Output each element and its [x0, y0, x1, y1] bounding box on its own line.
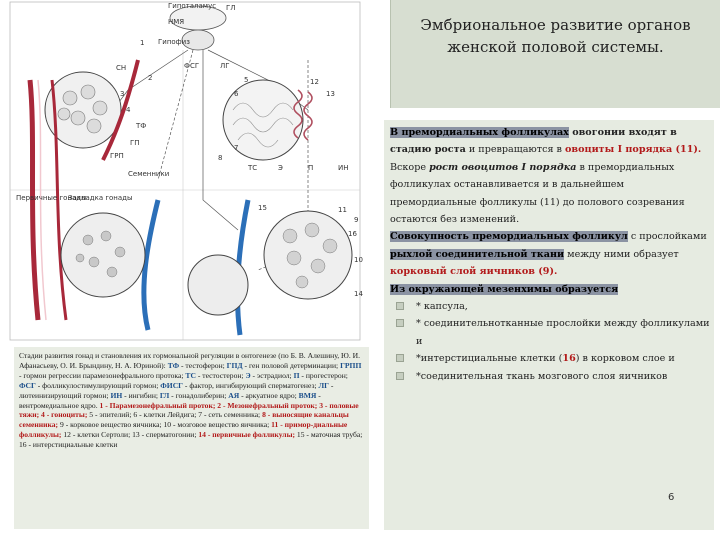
body-text-box: [384, 120, 714, 530]
label-n5: 5: [244, 76, 249, 84]
bullet-1-text: * капсула,: [416, 301, 468, 313]
p2-highlight: Совокупность премордиальных фолликул: [390, 231, 628, 243]
label-ih: ИН: [338, 164, 349, 172]
caption-fsg-abbr: ФСГ: [19, 380, 36, 390]
caption-grpp-text: - гормон регрессии парамезонефрального протока;: [19, 370, 186, 380]
p2-text-a: с прослойками: [627, 231, 707, 243]
caption-item-2: 2 - Мезонефральный проток;: [217, 400, 318, 410]
caption-vmya-text: - вентромедиальное ядро.: [19, 390, 321, 410]
label-n7: 7: [234, 144, 239, 152]
caption-tc-abbr: ТС: [185, 370, 196, 380]
body-text: [390, 124, 712, 385]
label-n12: 12: [310, 78, 319, 86]
label-n1: 1: [140, 39, 145, 47]
bullet-square-icon: [396, 372, 404, 380]
caption-e-abbr: Э: [245, 370, 251, 380]
caption-gpd-text: - ген половой детерминации;: [242, 360, 341, 370]
caption-item-4: 4 - гоноциты;: [39, 410, 88, 420]
caption-item-8: 8 - выносящие канальцы семенника;: [19, 410, 349, 430]
paragraph-1: [390, 124, 712, 228]
p1-text-b: и превращаются в: [465, 144, 566, 156]
label-primary-gonads: Первичные гонады: [16, 194, 87, 202]
p1-emphasis: рост овоцитов I порядка: [429, 161, 577, 173]
caption-ay-text: - аркуатное ядро;: [239, 390, 297, 400]
label-n4: 4: [126, 106, 131, 114]
caption-grpp-abbr: ГРПП: [340, 360, 362, 370]
label-gp: ГП: [130, 139, 140, 147]
label-n6: 6: [234, 90, 239, 98]
label-n14: 14: [354, 290, 363, 298]
title-box: [390, 0, 720, 108]
caption-vmya-abbr: ВМЯ: [298, 390, 317, 400]
bullet-square-icon: [396, 302, 404, 310]
label-p: П: [308, 164, 314, 172]
caption-in-abbr: ИН: [110, 390, 123, 400]
label-n16: 16: [348, 230, 357, 238]
caption-tc-text: - тестостерон;: [195, 370, 246, 380]
caption-gpd-abbr: ГПД: [226, 360, 243, 370]
p1-bold: овогонии входят в стадию роста: [390, 127, 677, 156]
label-seminal: Семенники: [128, 170, 170, 178]
label-gonad-anlage: Закладка гонады: [68, 194, 133, 202]
label-e: Э: [278, 164, 283, 172]
caption-item-11: 11 - примор-диальные фолликулы;: [19, 420, 348, 440]
label-lg: ЛГ: [220, 62, 230, 70]
gonad-development-figure: [8, 0, 366, 345]
p1-red: овоциты I порядка (11).: [565, 144, 702, 156]
label-gl: ГЛ: [226, 4, 236, 12]
label-fsg: ФСГ: [184, 62, 200, 70]
bullet-2-text: * соединительнотканные прослойки между фолликулами и: [416, 318, 710, 347]
p1-highlight: В премордиальных фолликулах: [390, 127, 569, 138]
bullet-4: [390, 368, 712, 385]
bullet-square-icon: [396, 354, 404, 362]
caption-lg-abbr: ЛГ: [318, 380, 329, 390]
bullet-3: [390, 350, 712, 367]
caption-lg-text: - лютеинизирующий гормон;: [19, 380, 334, 400]
caption-p-abbr: П: [293, 370, 300, 380]
figure-caption-box: [14, 347, 369, 529]
page-number: 6: [668, 492, 675, 503]
bullet-3-text-b: ) в корковом слое и: [575, 353, 675, 365]
caption-item-9: 9 - корковое вещество яичника; 10 - мозговое вещество яичника;: [58, 420, 270, 430]
bullet-3-red: 16: [562, 353, 576, 365]
caption-item-1: 1 - Парамезонефральный проток;: [99, 400, 216, 410]
caption-in-text: - ингибин;: [122, 390, 160, 400]
label-hypothalamus: Гипоталамус: [168, 2, 217, 10]
bullet-4-text: *соединительная ткань мозгового слоя яичников: [416, 370, 668, 382]
caption-ay-abbr: АЯ: [228, 390, 240, 400]
paragraph-3: [390, 281, 712, 298]
label-tc: ТС: [248, 164, 258, 172]
caption-fisg-abbr: ФИСГ: [160, 380, 184, 390]
label-tf: ТФ: [136, 122, 147, 130]
title-line-2: женской половой системы.: [447, 38, 664, 56]
paragraph-2: [390, 228, 712, 280]
caption-item-3: 3 - половые тяжи;: [19, 400, 359, 420]
caption-fsg-text: - фолликулостимулирующий гормон;: [35, 380, 159, 390]
caption-tf-text: - тестоферон;: [179, 360, 225, 370]
label-sn: СН: [116, 64, 127, 72]
p1-text-d: в премордиальных фолликулах останавливается и в дальнейшем премордиальные фолликулы (11) до полового созревания остаются без изменений.: [390, 161, 685, 226]
label-n11: 11: [338, 206, 347, 214]
caption-item-15: 15 - маточная труба; 16 - интерстициальные клетки: [19, 430, 363, 450]
label-n13: 13: [326, 90, 335, 98]
caption-e-text: - эстрадиол;: [250, 370, 292, 380]
p2-text-b: между ними образует: [564, 248, 679, 260]
slide-title: [399, 14, 712, 58]
bullet-3-text-a: *интерстициальные клетки (: [416, 353, 563, 365]
caption-item-5: 5 - эпителий; 6 - клетки Лейдига; 7 - сеть семенника;: [87, 410, 261, 420]
p2-highlight-2: рыхлой соединительной ткани: [390, 248, 565, 260]
caption-tf-abbr: ТФ: [167, 360, 180, 370]
title-line-1: Эмбриональное развитие органов: [420, 16, 691, 34]
label-n2: 2: [148, 74, 153, 82]
label-hypophysis: Гипофиз: [158, 38, 190, 46]
caption-gl-abbr: ГЛ: [159, 390, 170, 400]
caption-item-12: 12 - клетки Сертоли; 13 - сперматогонии;: [61, 430, 197, 440]
caption-fisg-text: - фактор, ингибирующий сперматогенез;: [183, 380, 319, 390]
caption-gl-text: - гонадолиберин;: [169, 390, 229, 400]
label-n15: 15: [258, 204, 267, 212]
p1-text-c: Вскоре: [390, 161, 430, 173]
label-nmya: НМЯ: [168, 18, 185, 26]
label-grp: ГРП: [110, 152, 124, 160]
bullet-square-icon: [396, 319, 404, 327]
caption-intro: Стадии развития гонад и становления их гормональной регуляции в онтогенезе (по Б. В. Алешину, Ю. И. Афанасьеву, О. И. Брындину, Н. А. Юриной):: [19, 351, 361, 370]
figure-caption: [19, 351, 364, 450]
label-n9: 9: [354, 216, 359, 224]
p3-highlight: Из окружающей мезенхимы образуется: [390, 283, 619, 295]
label-n8: 8: [218, 154, 223, 162]
bullet-1: [390, 298, 712, 315]
caption-item-14: 14 - первичные фолликулы;: [196, 430, 296, 440]
caption-p-text: - прогестерон;: [299, 370, 348, 380]
bullet-2: [390, 315, 712, 350]
label-n3: 3: [120, 90, 125, 98]
label-n10: 10: [354, 256, 363, 264]
p2-red: корковый слой яичников (9).: [390, 266, 558, 278]
